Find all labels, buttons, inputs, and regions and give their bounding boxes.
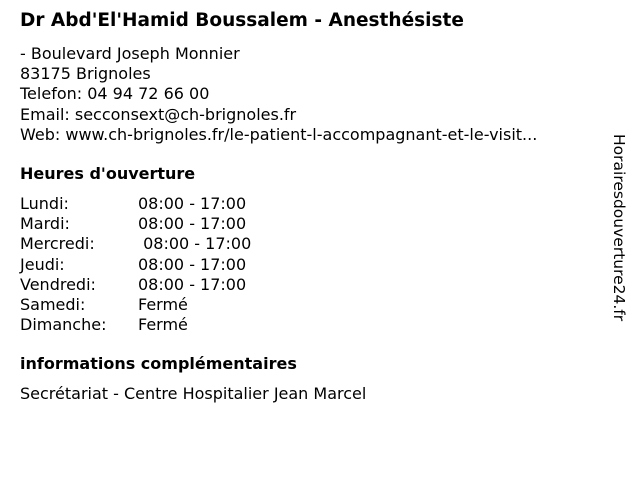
hours-time: 08:00 - 17:00 xyxy=(138,274,247,294)
hours-time: 08:00 - 17:00 xyxy=(138,234,252,254)
address-line-2: 83175 Brignoles xyxy=(20,64,151,84)
hours-row xyxy=(20,315,251,335)
hours-time: Fermé xyxy=(138,295,188,315)
hours-time: 08:00 - 17:00 xyxy=(138,194,247,213)
contact-block xyxy=(20,44,537,145)
address-line-1: - Boulevard Joseph Monnier xyxy=(20,44,240,63)
hours-day: Mercredi: xyxy=(20,234,95,254)
hours-table xyxy=(20,194,251,335)
hours-row xyxy=(20,214,251,234)
hours-row xyxy=(20,295,251,315)
hours-time: Fermé xyxy=(138,315,188,335)
hours-heading: Heures d'ouverture xyxy=(20,164,196,183)
hours-row xyxy=(20,275,251,295)
hours-day: Dimanche: xyxy=(20,315,107,335)
hours-day: Lundi: xyxy=(20,194,69,213)
hours-day: Jeudi: xyxy=(20,254,65,274)
info-text: Secrétariat - Centre Hospitalier Jean Marcel xyxy=(20,384,367,403)
info-heading: informations complémentaires xyxy=(20,354,297,373)
hours-day: Samedi: xyxy=(20,295,86,315)
hours-row xyxy=(20,255,251,275)
email-line: Email: secconsext@ch-brignoles.fr xyxy=(20,104,297,124)
phone-line: Telefon: 04 94 72 66 00 xyxy=(20,84,210,104)
web-line: Web: www.ch-brignoles.fr/le-patient-l-accompagnant-et-le-visit... xyxy=(20,124,538,144)
hours-row xyxy=(20,234,251,254)
doctor-name: Dr Abd'El'Hamid Boussalem - Anesthésiste xyxy=(20,10,464,31)
hours-day: Mardi: xyxy=(20,214,70,234)
hours-time: 08:00 - 17:00 xyxy=(138,254,247,274)
watermark-text: Horairesdouverture24.fr xyxy=(610,134,628,322)
hours-row xyxy=(20,194,251,214)
hours-day: Vendredi: xyxy=(20,274,96,294)
hours-time: 08:00 - 17:00 xyxy=(138,214,247,234)
